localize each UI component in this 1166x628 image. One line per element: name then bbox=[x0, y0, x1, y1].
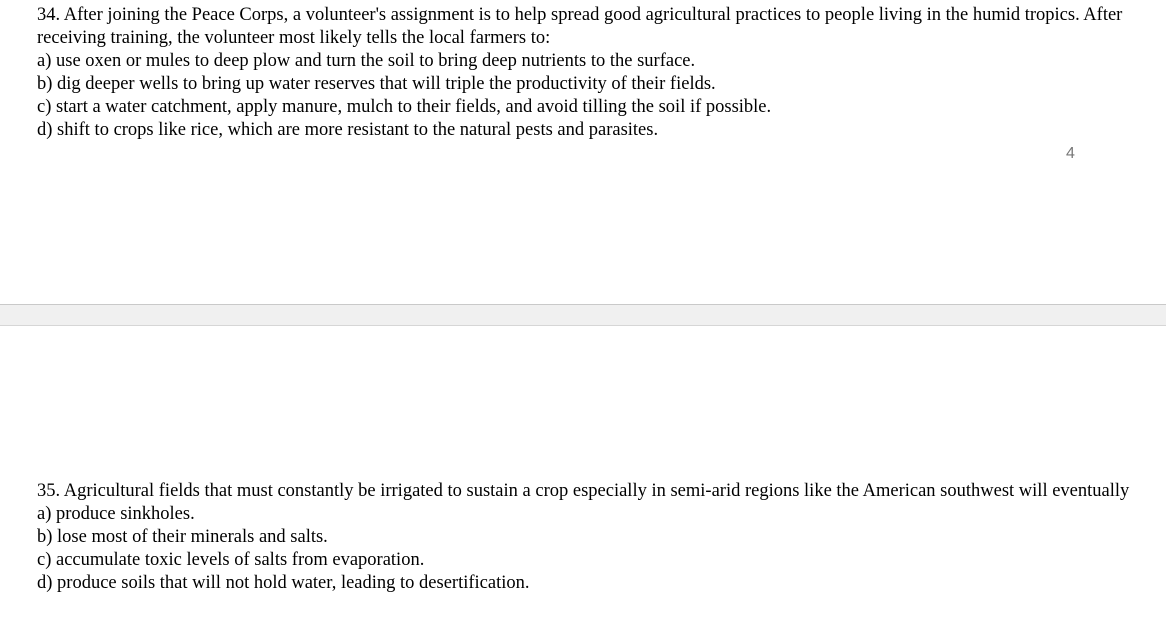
question-34-option-a: a) use oxen or mules to deep plow and turn the soil to bring deep nutrients to the surface. bbox=[37, 51, 696, 71]
question-34-option-b: b) dig deeper wells to bring up water reserves that will triple the productivity of their fields. bbox=[37, 74, 716, 94]
question-35-option-a: a) produce sinkholes. bbox=[37, 504, 195, 524]
question-35-stem: 35. Agricultural fields that must constantly be irrigated to sustain a crop especially in semi-arid regions like the American southwest will eventually bbox=[37, 481, 1130, 501]
page-number: 4 bbox=[1066, 145, 1075, 162]
question-34-option-c: c) start a water catchment, apply manure, mulch to their fields, and avoid tilling the soil if possible. bbox=[37, 97, 772, 117]
question-34-stem: 34. After joining the Peace Corps, a volunteer's assignment is to help spread good agricultural practices to people living in the humid tropics. After receiving training, the volunteer most likely tells the local farmers to: bbox=[37, 5, 1123, 48]
question-35-option-b: b) lose most of their minerals and salts. bbox=[37, 527, 328, 547]
document-page-5 bbox=[0, 326, 1166, 628]
document-page-4 bbox=[0, 0, 1166, 304]
question-35-option-d: d) produce soils that will not hold water, leading to desertification. bbox=[37, 573, 530, 593]
page-separator bbox=[0, 304, 1166, 326]
question-34-option-d: d) shift to crops like rice, which are more resistant to the natural pests and parasites. bbox=[37, 120, 659, 140]
question-35 bbox=[37, 480, 1166, 595]
question-34 bbox=[37, 4, 1166, 142]
question-35-option-c: c) accumulate toxic levels of salts from evaporation. bbox=[37, 550, 425, 570]
